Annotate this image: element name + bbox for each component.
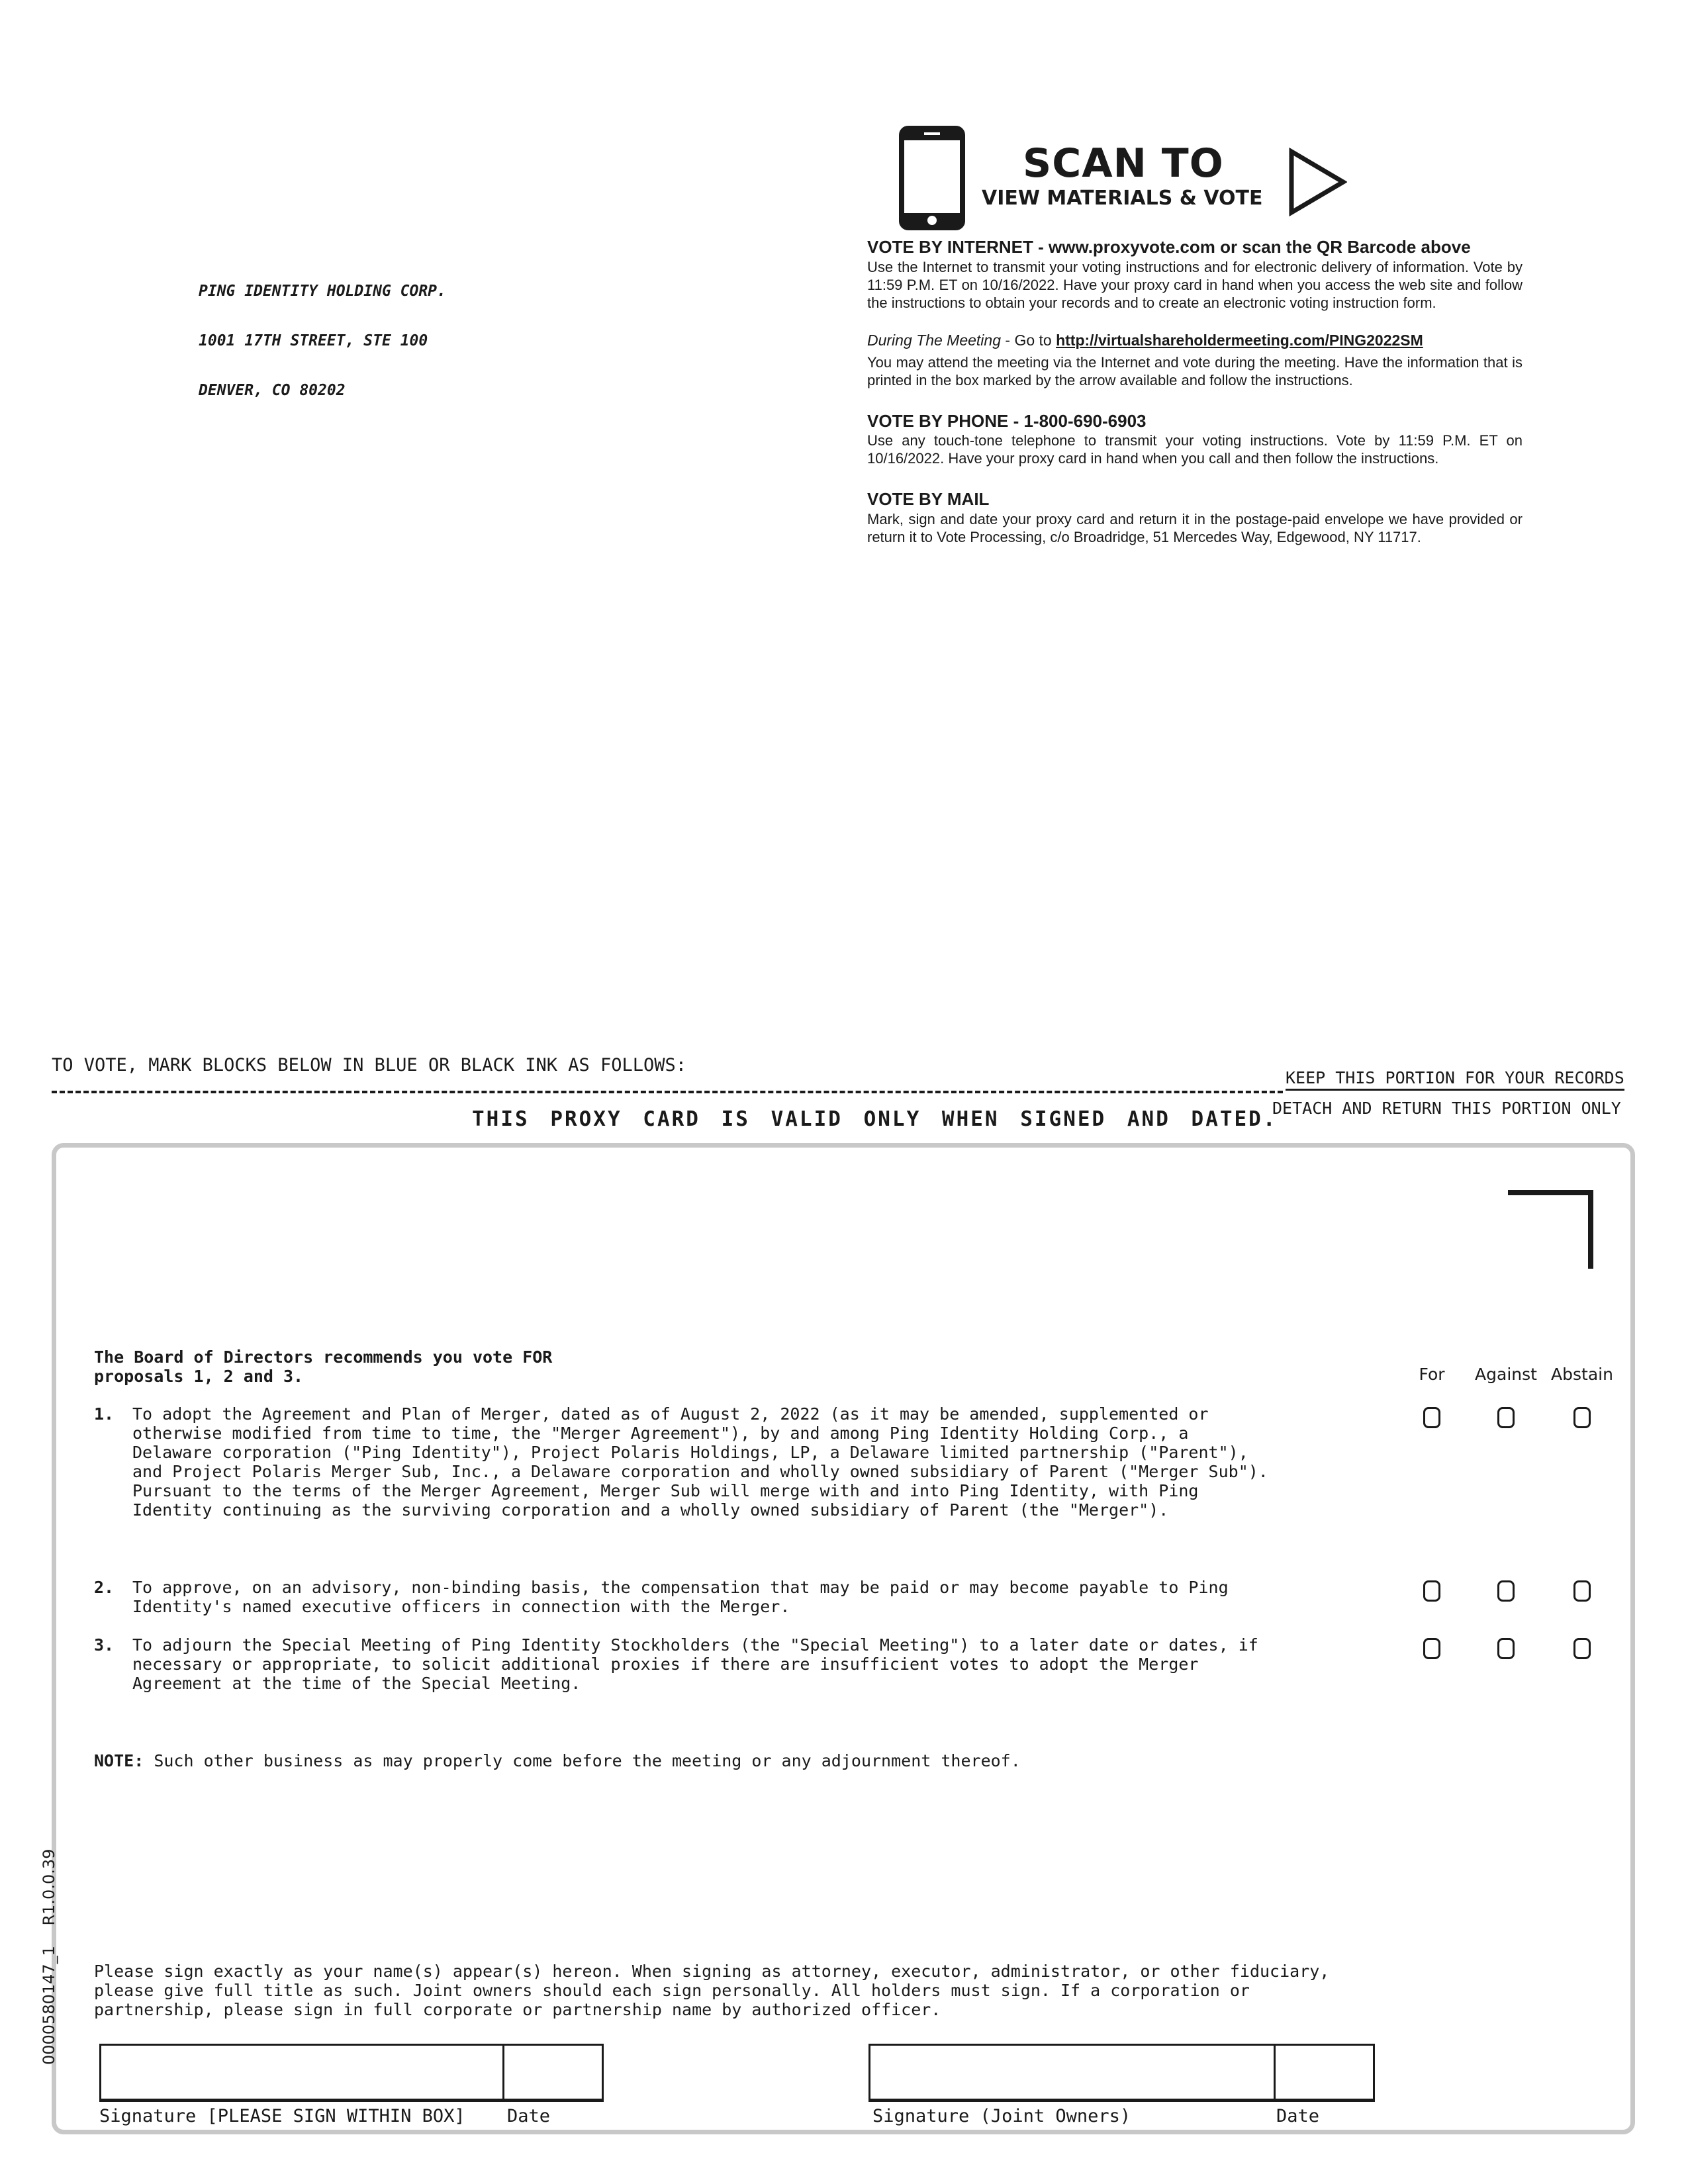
proposal-2-for-checkbox[interactable] bbox=[1423, 1580, 1440, 1602]
proposal-3-abstain-checkbox[interactable] bbox=[1573, 1638, 1591, 1659]
meeting-line bbox=[867, 332, 1523, 349]
vote-mail-body: Mark, sign and date your proxy card and return it in the postage-paid envelope we have provided or return it to Vote Processing, c/o Broadridge, 51 Mercedes Way, Edgewood, NY 11717. bbox=[867, 511, 1523, 545]
keep-portion-label: KEEP THIS PORTION FOR YOUR RECORDS bbox=[1286, 1068, 1624, 1091]
proposal-1-abstain-checkbox[interactable] bbox=[1573, 1407, 1591, 1428]
column-header-abstain: Abstain bbox=[1551, 1365, 1613, 1384]
vote-phone-body: Use any touch-tone telephone to transmit your voting instructions. Vote by 11:59 P.M. ET on 10/16/2022. Have your proxy card in hand when you call and then follow the instructions. bbox=[867, 432, 1523, 467]
vote-internet-heading: VOTE BY INTERNET - www.proxyvote.com or scan the QR Barcode above bbox=[867, 237, 1471, 257]
proposal-1-for-checkbox[interactable] bbox=[1423, 1407, 1440, 1428]
meeting-body: You may attend the meeting via the Internet and vote during the meeting. Have the information that is printed in the box marked by the arrow available and follow the instructions. bbox=[867, 354, 1523, 388]
to-vote-instruction: TO VOTE, MARK BLOCKS BELOW IN BLUE OR BLACK INK AS FOLLOWS: bbox=[52, 1055, 687, 1075]
meeting-url-link[interactable]: http://virtualshareholdermeeting.com/PING2022SM bbox=[1056, 332, 1423, 349]
return-address-line: 1001 17TH STREET, STE 100 bbox=[199, 332, 428, 349]
date-label: Date bbox=[507, 2106, 551, 2126]
signature-box[interactable] bbox=[99, 2044, 504, 2102]
note bbox=[94, 1751, 1021, 1770]
detach-dashed-line bbox=[52, 1091, 1283, 1093]
detach-return-label: DETACH AND RETURN THIS PORTION ONLY bbox=[1272, 1099, 1621, 1118]
joint-date-box[interactable] bbox=[1274, 2044, 1375, 2102]
proposal-text: To adjourn the Special Meeting of Ping Identity Stockholders (the "Special Meeting") to a later date or dates, if necessary or appropriate, to solicit additional proxies if there are insufficient votes to adopt the Merger Agreement at the time of the Special Meeting. bbox=[132, 1635, 1258, 1693]
return-address bbox=[199, 250, 446, 416]
corner-mark bbox=[1508, 1189, 1594, 1269]
column-header-against: Against bbox=[1475, 1365, 1537, 1384]
vote-mail-heading: VOTE BY MAIL bbox=[867, 489, 990, 509]
proposal-number: 3. bbox=[94, 1635, 115, 1655]
proposal-2 bbox=[94, 1578, 1286, 1616]
proposal-text: To adopt the Agreement and Plan of Merger, dated as of August 2, 2022 (as it may be amended, supplemented or otherwise modified from time to time, the "Merger Agreement"), by and among Ping Identity Holding Corp., a Delaware corporation ("Ping Identity"), Project Polaris Holdings, LP, a Delaware limited partnership ("Parent"), and Project Polaris Merger Sub, Inc., a Delaware corporation and wholly owned subsidiary of Parent ("Merger Sub"). Pursuant to the terms of the Merger Agreement, Merger Sub will merge with and into Ping Identity, with Ping Identity continuing as the surviving corporation and a wholly owned subsidiary of Parent (the "Merger"). bbox=[132, 1404, 1268, 1520]
date-box[interactable] bbox=[502, 2044, 604, 2102]
joint-signature-label: Signature (Joint Owners) bbox=[872, 2106, 1131, 2126]
vote-internet-body: Use the Internet to transmit your voting instructions and for electronic delivery of information. Vote by 11:59 P.M. ET on 10/16/2022. Have your proxy card in hand when you access the web site and follow the instructions to obtain your records and to create an electronic voting instruction form. bbox=[867, 259, 1523, 311]
joint-date-label: Date bbox=[1276, 2106, 1320, 2126]
note-text: Such other business as may properly come before the meeting or any adjournment thereof. bbox=[144, 1751, 1021, 1770]
side-document-code: 0000580147_1 R1.0.0.39 bbox=[40, 1848, 58, 2065]
meeting-goto: - Go to bbox=[1001, 332, 1056, 349]
signature-label: Signature [PLEASE SIGN WITHIN BOX] bbox=[99, 2106, 465, 2126]
meeting-label: During The Meeting bbox=[867, 332, 1001, 349]
valid-notice: THIS PROXY CARD IS VALID ONLY WHEN SIGNED AND DATED. bbox=[472, 1107, 1278, 1131]
proposal-2-against-checkbox[interactable] bbox=[1497, 1580, 1515, 1602]
proposal-3-against-checkbox[interactable] bbox=[1497, 1638, 1515, 1659]
note-label: NOTE: bbox=[94, 1751, 144, 1770]
play-arrow-icon bbox=[1288, 148, 1347, 216]
proposal-number: 2. bbox=[94, 1578, 115, 1597]
scan-subtitle: VIEW MATERIALS & VOTE bbox=[982, 187, 1263, 210]
vote-phone-heading: VOTE BY PHONE - 1-800-690-6903 bbox=[867, 411, 1147, 431]
column-header-for: For bbox=[1419, 1365, 1445, 1384]
proposal-number: 1. bbox=[94, 1404, 115, 1424]
proposal-2-abstain-checkbox[interactable] bbox=[1573, 1580, 1591, 1602]
sign-instructions: Please sign exactly as your name(s) appear(s) hereon. When signing as attorney, executor, administrator, or other fiduciary, please give full title as such. Joint owners should each sign personally. All holders must sign. If a corporation or partnership, please sign in full corporate or partnership name by authorized officer. bbox=[94, 1962, 1330, 2019]
proposal-3-for-checkbox[interactable] bbox=[1423, 1638, 1440, 1659]
smartphone-icon bbox=[899, 126, 965, 230]
scan-title: SCAN TO bbox=[1023, 140, 1224, 187]
return-address-line: DENVER, CO 80202 bbox=[199, 382, 346, 399]
proposal-1-against-checkbox[interactable] bbox=[1497, 1407, 1515, 1428]
joint-signature-box[interactable] bbox=[868, 2044, 1276, 2102]
board-recommendation: The Board of Directors recommends you vote FOR proposals 1, 2 and 3. bbox=[94, 1347, 553, 1386]
proposal-1 bbox=[94, 1404, 1286, 1520]
return-address-line: PING IDENTITY HOLDING CORP. bbox=[199, 283, 446, 300]
proposal-text: To approve, on an advisory, non-binding basis, the compensation that may be paid or may become payable to Ping Identity's named executive officers in connection with the Merger. bbox=[132, 1578, 1229, 1616]
proposal-3 bbox=[94, 1635, 1286, 1693]
